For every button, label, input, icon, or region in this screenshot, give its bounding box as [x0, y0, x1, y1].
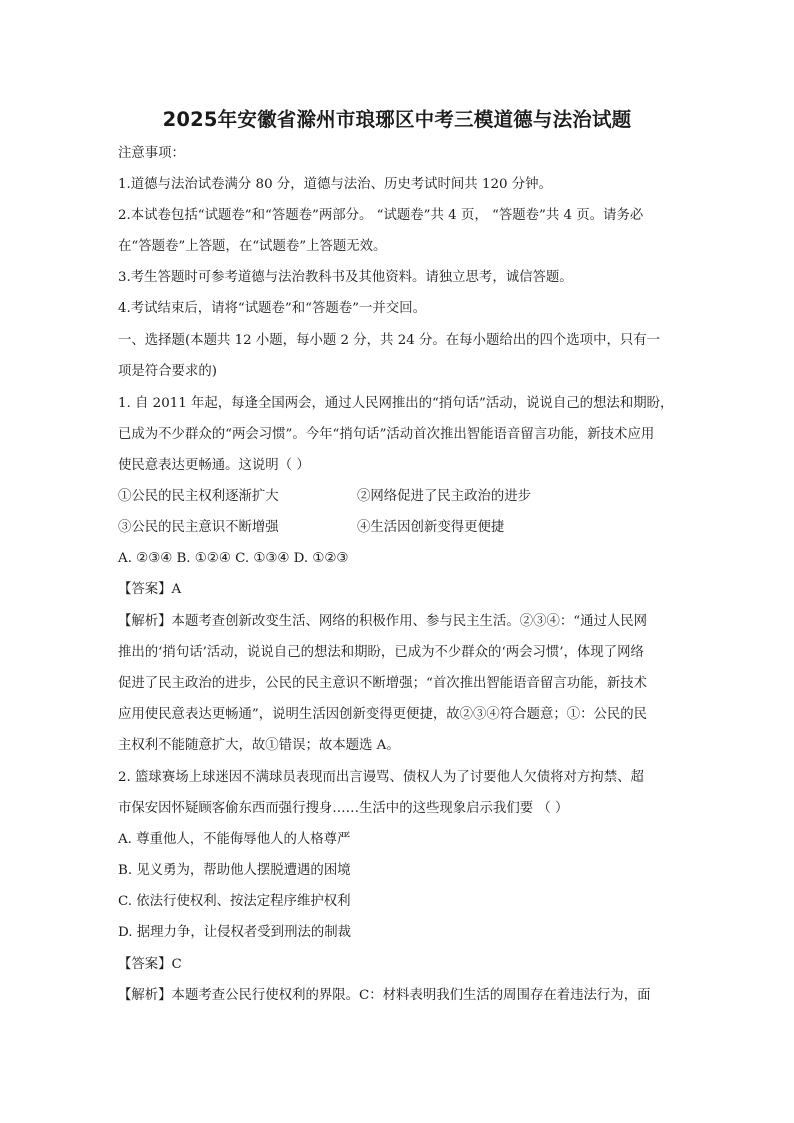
- question-stem: 使民意表达更畅通。这说明（ ）: [118, 458, 310, 473]
- note-line: 1.道德与法治试卷满分 80 分，道德与法治、历史考试时间共 120 分钟。: [118, 177, 552, 192]
- note-line: 4.考试结束后，请将“试题卷”和“答题卷”一并交回。: [118, 301, 426, 316]
- question-stem: 2. 篮球赛场上球迷因不满球员表现而出言谩骂、债权人为了讨要他人欠债将对方拘禁、超: [118, 770, 644, 785]
- section-heading: 一、选择题(本题共 12 小题，每小题 2 分，共 24 分。在每小题给出的四个选项中，只有一: [118, 333, 661, 348]
- answer-label: 【答案】A: [118, 582, 182, 597]
- analysis-line: 【解析】本题考查公民行使权利的界限。C：材料表明我们生活的周围存在着违法行为，面: [118, 988, 651, 1003]
- notes-heading: 注意事项：: [118, 146, 185, 161]
- note-line: 在“答题卷”上答题，在“试题卷”上答题无效。: [118, 239, 387, 254]
- statement-item: ③公民的民主意识不断增强: [118, 520, 279, 535]
- statement-item: ④生活因创新变得更便捷: [357, 520, 505, 535]
- analysis-line: 【解析】本题考查创新改变生活、网络的积极作用、参与民主生活。②③④：“通过人民网: [118, 614, 648, 629]
- answer-choices: A. ②③④ B. ①②④ C. ①③④ D. ①②③: [118, 551, 349, 566]
- analysis-line: 应用使民意表达更畅通”，说明生活因创新变得更便捷，故②③④符合题意；①：公民的民: [118, 707, 648, 722]
- analysis-line: 推出的‘捎句话’活动，说说自己的想法和期盼，已成为不少群众的‘两会习惯’，体现了网络: [118, 645, 644, 660]
- question-stem: 市保安因怀疑顾客偷东西而强行搜身……生活中的这些现象启示我们要 （ ）: [118, 801, 569, 816]
- statement-item: ①公民的民主权利逐渐扩大: [118, 489, 279, 504]
- exam-title: 2025年安徽省滁州市琅琊区中考三模道德与法治试题: [162, 108, 632, 131]
- question-stem: 1. 自 2011 年起，每逢全国两会，通过人民网推出的“捎句话”活动，说说自己的想法和期盼，: [118, 396, 674, 411]
- option-d: D. 据理力争，让侵权者受到刑法的制裁: [118, 925, 352, 940]
- statement-item: ②网络促进了民主政治的进步: [357, 489, 532, 504]
- note-line: 2.本试卷包括“试题卷”和“答题卷”两部分。 “试题卷”共 4 页， “答题卷”共 4 页。请务必: [118, 208, 644, 223]
- answer-label: 【答案】C: [118, 957, 182, 972]
- section-heading: 项是符合要求的): [118, 364, 217, 379]
- question-stem: 已成为不少群众的“两会习惯”。今年“捎句话”活动首次推出智能语音留言功能，新技术应用: [118, 427, 655, 442]
- option-a: A. 尊重他人，不能侮辱他人的人格尊严: [118, 832, 351, 847]
- analysis-line: 促进了民主政治的进步，公民的民主意识不断增强；“首次推出智能语音留言功能，新技术: [118, 676, 648, 691]
- note-line: 3.考生答题时可参考道德与法治教科书及其他资料。请独立思考，诚信答题。: [118, 270, 573, 285]
- option-b: B. 见义勇为，帮助他人摆脱遭遇的困境: [118, 863, 351, 878]
- analysis-line: 主权利不能随意扩大，故①错误；故本题选 A。: [118, 738, 400, 753]
- option-c: C. 依法行使权利、按法定程序维护权利: [118, 894, 351, 909]
